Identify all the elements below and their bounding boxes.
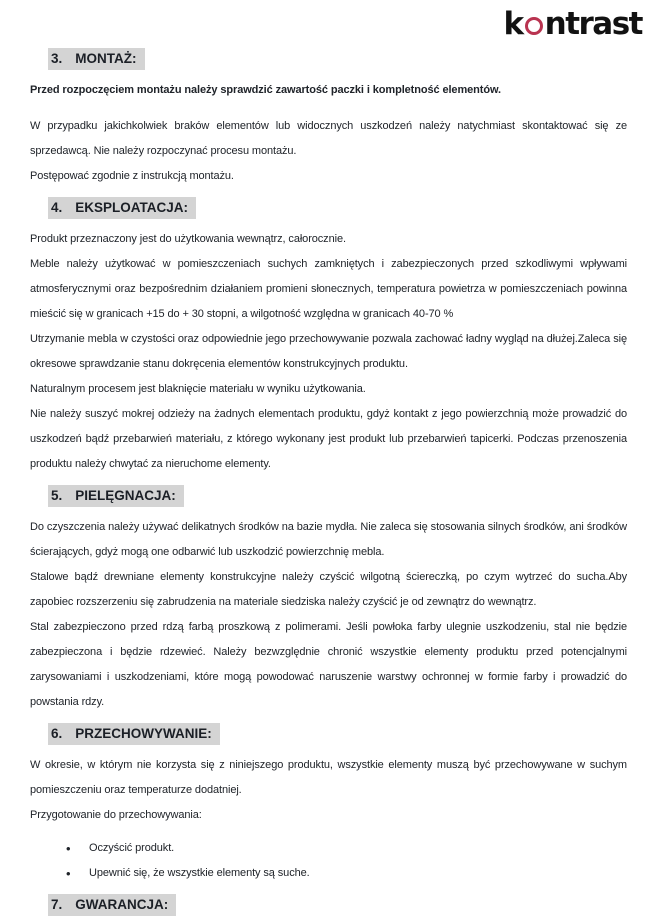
section-heading-przechowywanie [48,723,627,745]
brand-logo [504,6,643,42]
paragraph-pielegnacja-stal: Stal zabezpieczono przed rdzą farbą proszkową z polimerami. Jeśli powłoka farby ulegnie uszkodzeniu, stal nie będzie zabezpieczona i będzie rdzewieć. Należy bezwzględnie chronić wszystkie elementy produktu przed potencjalnymi zarysowaniami i uszkodzeniami, które mogą powodować naruszenie warstwy ochronnej w formie farby i prowadzić do powstania rdzy. [30,621,627,708]
paragraph-montaz-intro: Przed rozpoczęciem montażu należy sprawdzić zawartość paczki i kompletność elementów. [30,84,501,96]
heading-label: MONTAŻ: [75,51,137,66]
list-item: • Upewnić się, że wszystkie elementy są suche. [66,861,627,886]
heading-label: PIELĘGNACJA: [75,488,176,503]
paragraph-montaz-instrukcja: Postępować zgodnie z instrukcją montażu. [30,170,234,182]
section-heading-pielegnacja [48,485,627,507]
heading-highlight [48,197,196,219]
heading-highlight [48,723,220,745]
section-heading-montaz [48,48,627,70]
heading-number: 7. [51,897,63,912]
paragraph-pielegnacja-elementy: Stalowe bądź drewniane elementy konstrukcyjne należy czyścić wilgotną ściereczką, po czym wytrzeć do sucha.Aby zapobiec rozszerzeniu się zabrudzenia na materiale siedziska należy czyścić je od zewnątrz do wewnątrz. [30,571,627,608]
paragraph-eksploatacja-blakniecie: Naturalnym procesem jest blaknięcie materiału w wyniku użytkowania. [30,383,366,395]
paragraph-eksploatacja-odziez: Nie należy suszyć mokrej odzieży na żadnych elementach produktu, gdyż kontakt z jego powierzchnią może prowadzić do uszkodzeń bądź przebarwień materiału, z którego wykonany jest produkt lub przebarwień tapicerki. Podczas przenoszenia produktu należy chwytać za nieruchome elementy. [30,408,627,470]
list-item: • Oczyścić produkt. [66,836,627,861]
section-heading-gwarancja [48,894,627,916]
heading-highlight [48,485,184,507]
heading-label: PRZECHOWYWANIE: [75,726,212,741]
heading-number: 6. [51,726,63,741]
logo-o-ring-icon [525,17,543,35]
logo-text-ntrast: ntrast [544,6,642,42]
heading-number: 3. [51,51,63,66]
storage-checklist [30,836,627,886]
section-heading-eksploatacja [48,197,627,219]
heading-highlight [48,894,176,916]
paragraph-przechowywanie-przygotowanie: Przygotowanie do przechowywania: [30,809,202,821]
paragraph-pielegnacja-czyszczenie: Do czyszczenia należy używać delikatnych środków na bazie mydła. Nie zaleca się stosowania silnych środków, ani środków ścierających, gdyż mogą one odbarwić lub uszkodzić powierzchnię mebla. [30,521,627,558]
paragraph-eksploatacja-przeznaczenie: Produkt przeznaczony jest do użytkowania wewnątrz, całorocznie. [30,233,346,245]
heading-number: 5. [51,488,63,503]
paragraph-przechowywanie-okres: W okresie, w którym nie korzysta się z niniejszego produktu, wszystkie elementy muszą być przechowywane w suchym pomieszczeniu oraz temperaturze dodatniej. [30,759,627,796]
paragraph-eksploatacja-czystosc: Utrzymanie mebla w czystości oraz odpowiednie jego przechowywanie pozwala zachować ładny wygląd na dłużej.Zaleca się okresowe sprawdzanie stanu dokręcenia elementów konstrukcyjnych produktu. [30,333,627,370]
heading-label: GWARANCJA: [75,897,169,912]
logo-text-k: k [503,6,523,42]
heading-highlight [48,48,145,70]
paragraph-montaz-braki: W przypadku jakichkolwiek braków elementów lub widocznych uszkodzeń należy natychmiast skontaktować się ze sprzedawcą. Nie należy rozpoczynać procesu montażu. [30,120,627,157]
heading-number: 4. [51,200,63,215]
heading-label: EKSPLOATACJA: [75,200,189,215]
paragraph-eksploatacja-warunki: Meble należy użytkować w pomieszczeniach suchych zamkniętych i zabezpieczonych przed szkodliwymi wpływami atmosferycznymi oraz bezpośrednim działaniem promieni słonecznych, temperatura powietrza w pomieszczeniach powinna mieścić się w granicach +15 do + 30 stopni, a wilgotność względna w granicach 40-70 % [30,258,627,320]
